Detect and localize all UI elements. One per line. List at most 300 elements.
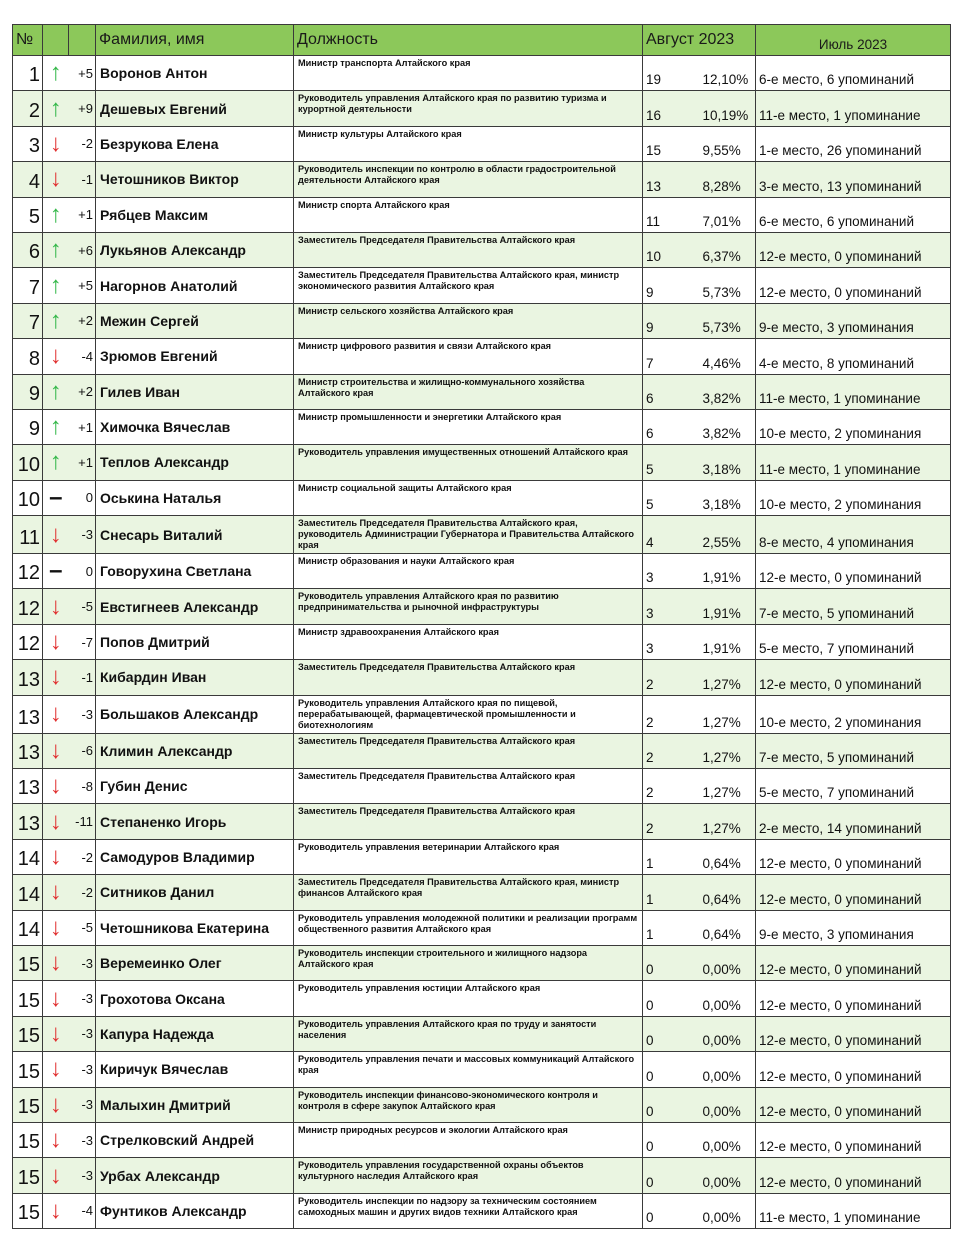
position-cell: Заместитель Председателя Правительства Алтайского края bbox=[294, 769, 643, 804]
rank-cell: 12 bbox=[13, 554, 43, 589]
position-cell: Руководитель управления Алтайского края по пищевой, перерабатывающей, фармацевтической промышленности и биотехнологиям bbox=[294, 695, 643, 733]
name-cell: Теплов Александр bbox=[96, 445, 294, 480]
change-cell: -2 bbox=[69, 126, 96, 161]
table-row bbox=[13, 695, 951, 733]
dash-icon: – bbox=[43, 480, 69, 515]
arrow-down-icon: ↓ bbox=[43, 945, 69, 980]
july-cell: 12-е место, 0 упоминаний bbox=[756, 1122, 951, 1157]
table-row bbox=[13, 981, 951, 1016]
position-cell: Министр культуры Алтайского края bbox=[294, 126, 643, 161]
position-cell: Министр природных ресурсов и экологии Алтайского края bbox=[294, 1122, 643, 1157]
august-percent-cell: 1,91% bbox=[700, 589, 756, 624]
july-cell: 11-е место, 1 упоминание bbox=[756, 374, 951, 409]
change-cell: +5 bbox=[69, 268, 96, 303]
table-row bbox=[13, 839, 951, 874]
arrow-down-icon: ↓ bbox=[43, 875, 69, 910]
august-count-cell: 0 bbox=[643, 1158, 700, 1193]
name-cell: Урбах Александр bbox=[96, 1158, 294, 1193]
august-percent-cell: 4,46% bbox=[700, 339, 756, 374]
rank-cell: 7 bbox=[13, 268, 43, 303]
table-row bbox=[13, 589, 951, 624]
rank-cell: 1 bbox=[13, 56, 43, 91]
july-cell: 10-е место, 2 упоминания bbox=[756, 480, 951, 515]
august-count-cell: 6 bbox=[643, 374, 700, 409]
july-cell: 12-е место, 0 упоминаний bbox=[756, 232, 951, 267]
position-cell: Руководитель инспекции строительного и жилищного надзора Алтайского края bbox=[294, 945, 643, 980]
change-cell: -5 bbox=[69, 910, 96, 945]
august-count-cell: 10 bbox=[643, 232, 700, 267]
arrow-up-icon: ↑ bbox=[43, 409, 69, 444]
position-cell: Министр здравоохранения Алтайского края bbox=[294, 624, 643, 659]
table-row bbox=[13, 1016, 951, 1051]
july-cell: 12-е место, 0 упоминаний bbox=[756, 945, 951, 980]
august-percent-cell: 0,64% bbox=[700, 875, 756, 910]
august-count-cell: 0 bbox=[643, 981, 700, 1016]
name-cell: Самодуров Владимир bbox=[96, 839, 294, 874]
name-cell: Нагорнов Анатолий bbox=[96, 268, 294, 303]
july-cell: 12-е место, 0 упоминаний bbox=[756, 1016, 951, 1051]
arrow-down-icon: ↓ bbox=[43, 339, 69, 374]
name-cell: Капура Надежда bbox=[96, 1016, 294, 1051]
arrow-down-icon: ↓ bbox=[43, 804, 69, 839]
change-cell: -11 bbox=[69, 804, 96, 839]
position-cell: Министр цифрового развития и связи Алтайского края bbox=[294, 339, 643, 374]
august-count-cell: 1 bbox=[643, 839, 700, 874]
change-cell: -4 bbox=[69, 339, 96, 374]
arrow-up-icon: ↑ bbox=[43, 232, 69, 267]
name-cell: Гилев Иван bbox=[96, 374, 294, 409]
arrow-up-icon: ↑ bbox=[43, 374, 69, 409]
august-count-cell: 0 bbox=[643, 945, 700, 980]
position-cell: Руководитель инспекции по надзору за техническим состоянием самоходных машин и других видов техники Алтайского края bbox=[294, 1193, 643, 1228]
july-cell: 10-е место, 2 упоминания bbox=[756, 695, 951, 733]
header-name: Фамилия, имя bbox=[96, 25, 294, 56]
table-row bbox=[13, 516, 951, 554]
position-cell: Заместитель Председателя Правительства Алтайского края, министр финансов Алтайского края bbox=[294, 875, 643, 910]
change-cell: -1 bbox=[69, 660, 96, 695]
rank-cell: 9 bbox=[13, 409, 43, 444]
july-cell: 12-е место, 0 упоминаний bbox=[756, 875, 951, 910]
august-count-cell: 13 bbox=[643, 162, 700, 197]
rank-cell: 13 bbox=[13, 769, 43, 804]
rank-cell: 13 bbox=[13, 695, 43, 733]
august-percent-cell: 5,73% bbox=[700, 303, 756, 338]
august-count-cell: 4 bbox=[643, 516, 700, 554]
arrow-up-icon: ↑ bbox=[43, 91, 69, 126]
table-row bbox=[13, 56, 951, 91]
arrow-down-icon: ↓ bbox=[43, 516, 69, 554]
july-cell: 3-е место, 13 упоминаний bbox=[756, 162, 951, 197]
table-row bbox=[13, 303, 951, 338]
table-row bbox=[13, 1087, 951, 1122]
august-percent-cell: 3,82% bbox=[700, 409, 756, 444]
name-cell: Кибардин Иван bbox=[96, 660, 294, 695]
change-cell: -1 bbox=[69, 162, 96, 197]
change-cell: -2 bbox=[69, 839, 96, 874]
august-percent-cell: 10,19% bbox=[700, 91, 756, 126]
table-row bbox=[13, 91, 951, 126]
august-count-cell: 15 bbox=[643, 126, 700, 161]
change-cell: -3 bbox=[69, 981, 96, 1016]
table-row bbox=[13, 733, 951, 768]
august-count-cell: 11 bbox=[643, 197, 700, 232]
table-body bbox=[13, 56, 951, 1229]
name-cell: Четошникова Екатерина bbox=[96, 910, 294, 945]
header-number: № bbox=[13, 25, 43, 56]
july-cell: 8-е место, 4 упоминания bbox=[756, 516, 951, 554]
rank-cell: 14 bbox=[13, 875, 43, 910]
arrow-down-icon: ↓ bbox=[43, 839, 69, 874]
table-row bbox=[13, 660, 951, 695]
header-position: Должность bbox=[294, 25, 643, 56]
august-count-cell: 0 bbox=[643, 1052, 700, 1087]
august-count-cell: 0 bbox=[643, 1016, 700, 1051]
table-row bbox=[13, 197, 951, 232]
rank-cell: 8 bbox=[13, 339, 43, 374]
name-cell: Ситников Данил bbox=[96, 875, 294, 910]
july-cell: 10-е место, 2 упоминания bbox=[756, 409, 951, 444]
august-count-cell: 2 bbox=[643, 769, 700, 804]
table-row bbox=[13, 1158, 951, 1193]
august-count-cell: 1 bbox=[643, 910, 700, 945]
august-percent-cell: 3,18% bbox=[700, 445, 756, 480]
change-cell: -2 bbox=[69, 875, 96, 910]
position-cell: Министр образования и науки Алтайского края bbox=[294, 554, 643, 589]
july-cell: 12-е место, 0 упоминаний bbox=[756, 660, 951, 695]
august-count-cell: 5 bbox=[643, 445, 700, 480]
position-cell: Руководитель инспекции по контролю в области градостроительной деятельности Алтайского края bbox=[294, 162, 643, 197]
august-count-cell: 3 bbox=[643, 589, 700, 624]
august-count-cell: 9 bbox=[643, 303, 700, 338]
july-cell: 12-е место, 0 упоминаний bbox=[756, 839, 951, 874]
position-cell: Заместитель Председателя Правительства Алтайского края, министр экономического развития Алтайского края bbox=[294, 268, 643, 303]
position-cell: Заместитель Председателя Правительства Алтайского края bbox=[294, 232, 643, 267]
august-percent-cell: 2,55% bbox=[700, 516, 756, 554]
july-cell: 4-е место, 8 упоминаний bbox=[756, 339, 951, 374]
august-count-cell: 16 bbox=[643, 91, 700, 126]
arrow-down-icon: ↓ bbox=[43, 1122, 69, 1157]
july-cell: 11-е место, 1 упоминание bbox=[756, 445, 951, 480]
july-cell: 12-е место, 0 упоминаний bbox=[756, 554, 951, 589]
arrow-down-icon: ↓ bbox=[43, 162, 69, 197]
rank-cell: 11 bbox=[13, 516, 43, 554]
arrow-down-icon: ↓ bbox=[43, 733, 69, 768]
rank-cell: 4 bbox=[13, 162, 43, 197]
table-row bbox=[13, 804, 951, 839]
position-cell: Министр спорта Алтайского края bbox=[294, 197, 643, 232]
position-cell: Министр сельского хозяйства Алтайского края bbox=[294, 303, 643, 338]
position-cell: Заместитель Председателя Правительства Алтайского края, руководитель Администрации Губернатора и Правительства Алтайского края bbox=[294, 516, 643, 554]
header-change bbox=[69, 25, 96, 56]
rank-cell: 5 bbox=[13, 197, 43, 232]
position-cell: Министр промышленности и энергетики Алтайского края bbox=[294, 409, 643, 444]
july-cell: 6-е место, 6 упоминаний bbox=[756, 56, 951, 91]
july-cell: 12-е место, 0 упоминаний bbox=[756, 981, 951, 1016]
position-cell: Руководитель управления имущественных отношений Алтайского края bbox=[294, 445, 643, 480]
header-trend bbox=[43, 25, 69, 56]
august-percent-cell: 12,10% bbox=[700, 56, 756, 91]
change-cell: +1 bbox=[69, 409, 96, 444]
august-percent-cell: 0,64% bbox=[700, 839, 756, 874]
change-cell: +9 bbox=[69, 91, 96, 126]
change-cell: -8 bbox=[69, 769, 96, 804]
name-cell: Химочка Вячеслав bbox=[96, 409, 294, 444]
rank-cell: 14 bbox=[13, 839, 43, 874]
change-cell: -3 bbox=[69, 1158, 96, 1193]
august-percent-cell: 0,00% bbox=[700, 1158, 756, 1193]
august-percent-cell: 0,00% bbox=[700, 945, 756, 980]
change-cell: 0 bbox=[69, 480, 96, 515]
name-cell: Степаненко Игорь bbox=[96, 804, 294, 839]
name-cell: Большаков Александр bbox=[96, 695, 294, 733]
change-cell: -3 bbox=[69, 516, 96, 554]
august-count-cell: 5 bbox=[643, 480, 700, 515]
rank-cell: 9 bbox=[13, 374, 43, 409]
rank-cell: 15 bbox=[13, 1052, 43, 1087]
change-cell: -4 bbox=[69, 1193, 96, 1228]
august-count-cell: 9 bbox=[643, 268, 700, 303]
rank-cell: 12 bbox=[13, 624, 43, 659]
name-cell: Евстигнеев Александр bbox=[96, 589, 294, 624]
table-row bbox=[13, 480, 951, 515]
table-row bbox=[13, 945, 951, 980]
july-cell: 7-е место, 5 упоминаний bbox=[756, 733, 951, 768]
august-percent-cell: 8,28% bbox=[700, 162, 756, 197]
august-count-cell: 3 bbox=[643, 554, 700, 589]
august-percent-cell: 0,00% bbox=[700, 1087, 756, 1122]
position-cell: Заместитель Председателя Правительства Алтайского края bbox=[294, 660, 643, 695]
position-cell: Министр транспорта Алтайского края bbox=[294, 56, 643, 91]
change-cell: +1 bbox=[69, 197, 96, 232]
august-percent-cell: 7,01% bbox=[700, 197, 756, 232]
august-count-cell: 0 bbox=[643, 1193, 700, 1228]
july-cell: 12-е место, 0 упоминаний bbox=[756, 1158, 951, 1193]
july-cell: 12-е место, 0 упоминаний bbox=[756, 1087, 951, 1122]
change-cell: -6 bbox=[69, 733, 96, 768]
name-cell: Рябцев Максим bbox=[96, 197, 294, 232]
rank-cell: 15 bbox=[13, 1158, 43, 1193]
rank-cell: 15 bbox=[13, 981, 43, 1016]
arrow-up-icon: ↑ bbox=[43, 303, 69, 338]
change-cell: -7 bbox=[69, 624, 96, 659]
table-row bbox=[13, 374, 951, 409]
name-cell: Климин Александр bbox=[96, 733, 294, 768]
dash-icon: – bbox=[43, 554, 69, 589]
july-cell: 5-е место, 7 упоминаний bbox=[756, 769, 951, 804]
table-row bbox=[13, 554, 951, 589]
july-cell: 9-е место, 3 упоминания bbox=[756, 303, 951, 338]
position-cell: Министр социальной защиты Алтайского края bbox=[294, 480, 643, 515]
arrow-up-icon: ↑ bbox=[43, 56, 69, 91]
name-cell: Губин Денис bbox=[96, 769, 294, 804]
rank-cell: 15 bbox=[13, 1087, 43, 1122]
position-cell: Руководитель управления печати и массовых коммуникаций Алтайского края bbox=[294, 1052, 643, 1087]
arrow-down-icon: ↓ bbox=[43, 1087, 69, 1122]
position-cell: Заместитель Председателя Правительства Алтайского края bbox=[294, 733, 643, 768]
august-percent-cell: 0,00% bbox=[700, 1193, 756, 1228]
rank-cell: 15 bbox=[13, 1122, 43, 1157]
name-cell: Лукьянов Александр bbox=[96, 232, 294, 267]
rank-cell: 7 bbox=[13, 303, 43, 338]
rank-cell: 2 bbox=[13, 91, 43, 126]
table-row bbox=[13, 409, 951, 444]
table-header bbox=[13, 25, 951, 56]
change-cell: -3 bbox=[69, 695, 96, 733]
change-cell: -3 bbox=[69, 1122, 96, 1157]
arrow-up-icon: ↑ bbox=[43, 445, 69, 480]
august-percent-cell: 1,91% bbox=[700, 624, 756, 659]
change-cell: -3 bbox=[69, 1052, 96, 1087]
arrow-up-icon: ↑ bbox=[43, 197, 69, 232]
name-cell: Фунтиков Александр bbox=[96, 1193, 294, 1228]
table-row bbox=[13, 339, 951, 374]
name-cell: Межин Сергей bbox=[96, 303, 294, 338]
july-cell: 11-е место, 1 упоминание bbox=[756, 1193, 951, 1228]
arrow-down-icon: ↓ bbox=[43, 981, 69, 1016]
july-cell: 6-е место, 6 упоминаний bbox=[756, 197, 951, 232]
rank-cell: 15 bbox=[13, 1016, 43, 1051]
july-cell: 7-е место, 5 упоминаний bbox=[756, 589, 951, 624]
august-count-cell: 6 bbox=[643, 409, 700, 444]
august-percent-cell: 0,64% bbox=[700, 910, 756, 945]
rank-cell: 14 bbox=[13, 910, 43, 945]
position-cell: Заместитель Председателя Правительства Алтайского края bbox=[294, 804, 643, 839]
august-count-cell: 0 bbox=[643, 1122, 700, 1157]
name-cell: Снесарь Виталий bbox=[96, 516, 294, 554]
name-cell: Зрюмов Евгений bbox=[96, 339, 294, 374]
change-cell: -3 bbox=[69, 945, 96, 980]
table-row bbox=[13, 1122, 951, 1157]
header-july: Июль 2023 bbox=[756, 25, 951, 56]
name-cell: Говорухина Светлана bbox=[96, 554, 294, 589]
arrow-down-icon: ↓ bbox=[43, 589, 69, 624]
august-count-cell: 3 bbox=[643, 624, 700, 659]
change-cell: -5 bbox=[69, 589, 96, 624]
rank-cell: 13 bbox=[13, 804, 43, 839]
name-cell: Грохотова Оксана bbox=[96, 981, 294, 1016]
august-percent-cell: 0,00% bbox=[700, 981, 756, 1016]
august-percent-cell: 1,27% bbox=[700, 769, 756, 804]
rank-cell: 3 bbox=[13, 126, 43, 161]
august-percent-cell: 0,00% bbox=[700, 1052, 756, 1087]
july-cell: 5-е место, 7 упоминаний bbox=[756, 624, 951, 659]
position-cell: Руководитель управления юстиции Алтайского края bbox=[294, 981, 643, 1016]
august-count-cell: 19 bbox=[643, 56, 700, 91]
arrow-down-icon: ↓ bbox=[43, 1158, 69, 1193]
position-cell: Руководитель управления молодежной политики и реализации программ общественного развития Алтайского края bbox=[294, 910, 643, 945]
arrow-up-icon: ↑ bbox=[43, 268, 69, 303]
july-cell: 9-е место, 3 упоминания bbox=[756, 910, 951, 945]
table-row bbox=[13, 769, 951, 804]
august-percent-cell: 1,27% bbox=[700, 804, 756, 839]
august-percent-cell: 3,82% bbox=[700, 374, 756, 409]
name-cell: Попов Дмитрий bbox=[96, 624, 294, 659]
name-cell: Стрелковский Андрей bbox=[96, 1122, 294, 1157]
arrow-down-icon: ↓ bbox=[43, 1193, 69, 1228]
august-percent-cell: 1,27% bbox=[700, 660, 756, 695]
august-percent-cell: 1,27% bbox=[700, 695, 756, 733]
position-cell: Руководитель управления Алтайского края по развитию предпринимательства и рыночной инфраструктуры bbox=[294, 589, 643, 624]
change-cell: 0 bbox=[69, 554, 96, 589]
august-percent-cell: 6,37% bbox=[700, 232, 756, 267]
table-row bbox=[13, 126, 951, 161]
july-cell: 12-е место, 0 упоминаний bbox=[756, 1052, 951, 1087]
rank-cell: 6 bbox=[13, 232, 43, 267]
table-row bbox=[13, 1193, 951, 1228]
august-percent-cell: 1,27% bbox=[700, 733, 756, 768]
rank-cell: 10 bbox=[13, 480, 43, 515]
rank-cell: 15 bbox=[13, 1193, 43, 1228]
rank-cell: 13 bbox=[13, 733, 43, 768]
change-cell: +5 bbox=[69, 56, 96, 91]
arrow-down-icon: ↓ bbox=[43, 624, 69, 659]
name-cell: Дешевых Евгений bbox=[96, 91, 294, 126]
position-cell: Руководитель инспекции финансово-экономического контроля и контроля в сфере закупок Алтайского края bbox=[294, 1087, 643, 1122]
august-percent-cell: 3,18% bbox=[700, 480, 756, 515]
table-row bbox=[13, 445, 951, 480]
position-cell: Министр строительства и жилищно-коммунального хозяйства Алтайского края bbox=[294, 374, 643, 409]
table-row bbox=[13, 875, 951, 910]
arrow-down-icon: ↓ bbox=[43, 660, 69, 695]
change-cell: +1 bbox=[69, 445, 96, 480]
august-percent-cell: 0,00% bbox=[700, 1016, 756, 1051]
july-cell: 1-е место, 26 упоминаний bbox=[756, 126, 951, 161]
position-cell: Руководитель управления Алтайского края по труду и занятости населения bbox=[294, 1016, 643, 1051]
august-count-cell: 2 bbox=[643, 733, 700, 768]
august-percent-cell: 9,55% bbox=[700, 126, 756, 161]
table-row bbox=[13, 1052, 951, 1087]
august-percent-cell: 5,73% bbox=[700, 268, 756, 303]
name-cell: Малыхин Дмитрий bbox=[96, 1087, 294, 1122]
name-cell: Безрукова Елена bbox=[96, 126, 294, 161]
august-count-cell: 0 bbox=[643, 1087, 700, 1122]
august-percent-cell: 0,00% bbox=[700, 1122, 756, 1157]
table-row bbox=[13, 268, 951, 303]
change-cell: +2 bbox=[69, 303, 96, 338]
header-august: Август 2023 bbox=[643, 25, 756, 56]
rating-table bbox=[12, 24, 951, 1229]
july-cell: 2-е место, 14 упоминаний bbox=[756, 804, 951, 839]
table-row bbox=[13, 232, 951, 267]
change-cell: +6 bbox=[69, 232, 96, 267]
position-cell: Руководитель управления государственной охраны объектов культурного наследия Алтайского края bbox=[294, 1158, 643, 1193]
table-row bbox=[13, 162, 951, 197]
name-cell: Четошников Виктор bbox=[96, 162, 294, 197]
table-row bbox=[13, 624, 951, 659]
arrow-down-icon: ↓ bbox=[43, 769, 69, 804]
change-cell: -3 bbox=[69, 1016, 96, 1051]
change-cell: -3 bbox=[69, 1087, 96, 1122]
july-cell: 11-е место, 1 упоминание bbox=[756, 91, 951, 126]
august-count-cell: 2 bbox=[643, 660, 700, 695]
change-cell: +2 bbox=[69, 374, 96, 409]
august-count-cell: 7 bbox=[643, 339, 700, 374]
rank-cell: 13 bbox=[13, 660, 43, 695]
arrow-down-icon: ↓ bbox=[43, 1016, 69, 1051]
table-row bbox=[13, 910, 951, 945]
position-cell: Руководитель управления ветеринарии Алтайского края bbox=[294, 839, 643, 874]
name-cell: Веремеинко Олег bbox=[96, 945, 294, 980]
name-cell: Киричук Вячеслав bbox=[96, 1052, 294, 1087]
july-cell: 12-е место, 0 упоминаний bbox=[756, 268, 951, 303]
name-cell: Воронов Антон bbox=[96, 56, 294, 91]
arrow-down-icon: ↓ bbox=[43, 1052, 69, 1087]
name-cell: Оськина Наталья bbox=[96, 480, 294, 515]
rank-cell: 15 bbox=[13, 945, 43, 980]
arrow-down-icon: ↓ bbox=[43, 910, 69, 945]
rank-cell: 10 bbox=[13, 445, 43, 480]
arrow-down-icon: ↓ bbox=[43, 695, 69, 733]
